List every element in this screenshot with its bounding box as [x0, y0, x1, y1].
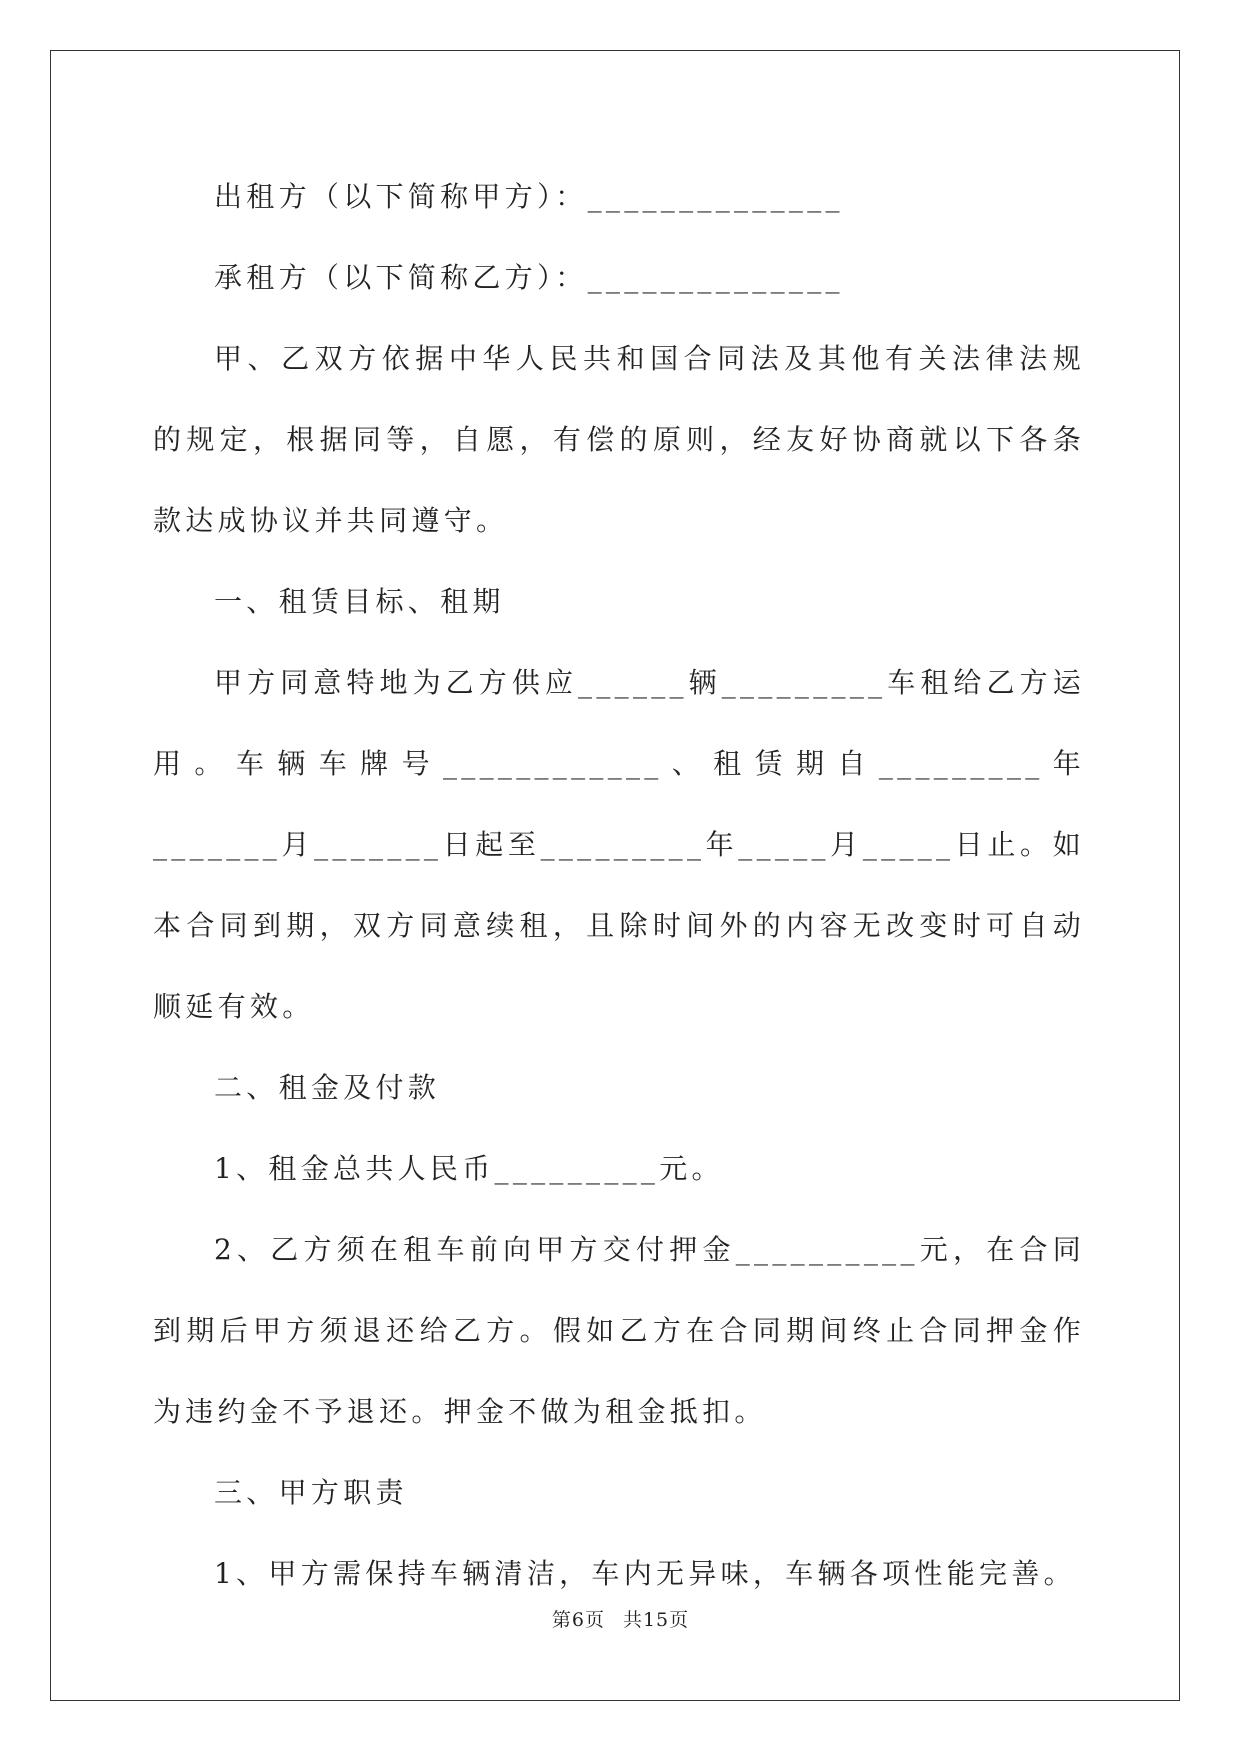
paragraph-lessor: 出租方（以下简称甲方）：______________: [214, 180, 844, 213]
paragraph-lessee: 承租方（以下简称乙方）：______________: [214, 261, 844, 294]
paragraph-lessor-duty-1: 1、甲方需保持车辆清洁，车内无异味，车辆各项性能完善。: [214, 1557, 1076, 1590]
current-page-number: 第6页: [551, 1609, 605, 1631]
document-body: [153, 156, 1085, 1614]
paragraph-preamble: 甲、乙双方依据中华人民共和国合同法及其他有关法律法规的规定，根据同等，自愿，有偿的原则，经友好协商就以下各条款达成协议并共同遵守。: [153, 342, 1085, 537]
paragraph-lease-term: 甲方同意特地为乙方供应______辆_________车租给乙方运用。车辆车牌号____________、租赁期自_________年_______月_______日起至_________年_____月_____日止。如本合同到期，双方同意续租，且除时间外的内容无改变时可自动顺延有效。: [153, 666, 1085, 1023]
paragraph-deposit: 2、乙方须在租车前向甲方交付押金__________元，在合同到期后甲方须退还给乙方。假如乙方在合同期间终止合同押金作为违约金不予退还。押金不做为租金抵扣。: [153, 1233, 1085, 1428]
section-heading-lessor-duties: 三、甲方职责: [214, 1476, 408, 1509]
page-footer: [0, 1605, 1241, 1632]
total-page-count: 共15页: [622, 1609, 690, 1631]
paragraph-rent-total: 1、租金总共人民币_________元。: [214, 1152, 724, 1185]
section-heading-lease-term: 一、租赁目标、租期: [214, 585, 505, 618]
section-heading-rent-payment: 二、租金及付款: [214, 1071, 441, 1104]
